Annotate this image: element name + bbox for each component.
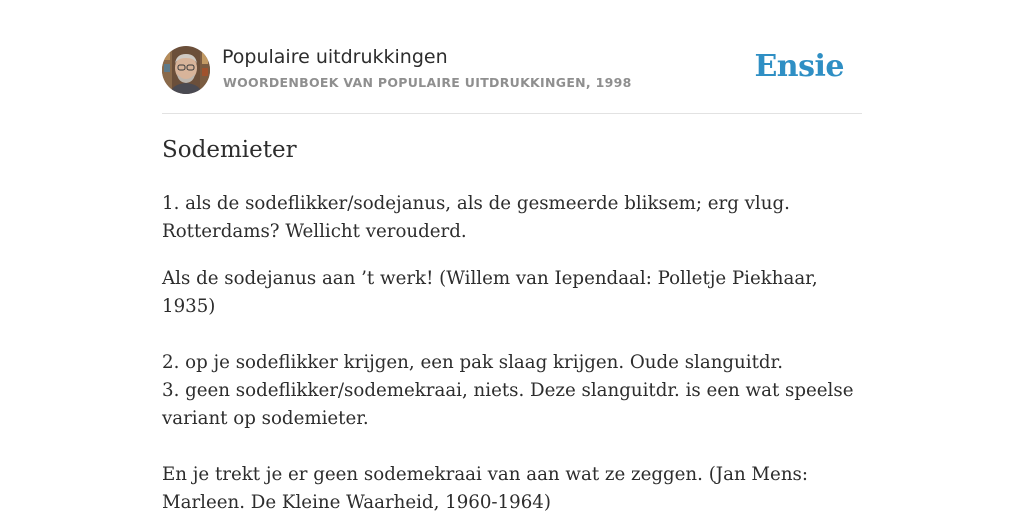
entry-body: [162, 190, 862, 517]
entry-headword: Sodemieter: [162, 137, 297, 163]
author-avatar: [162, 46, 210, 94]
ensie-logo[interactable]: Ensie: [754, 49, 844, 84]
entry-paragraph: Als de sodejanus aan ’t werk! (Willem van Iependaal: Polletje Piekhaar, 1935) 2. op je sodeflikker krijgen, een pak slaag krijgen. Oude slanguitdr. 3. geen sodeflikker/sodemekraai, niets. Deze slanguitdr. is een wat speelse variant op sodemieter. En je trekt je er geen sodemekraai van aan wat ze zeggen. (Jan Mens: Marleen. De Kleine Waarheid, 1960-1964): [162, 268, 854, 513]
entry-paragraph: 1. als de sodeflikker/sodejanus, als de gesmeerde bliksem; erg vlug. Rotterdams? Wellicht verouderd.: [162, 193, 790, 242]
source-subtitle: WOORDENBOEK VAN POPULAIRE UITDRUKKINGEN, 1998: [223, 75, 632, 90]
source-title[interactable]: Populaire uitdrukkingen: [222, 46, 448, 68]
author-portrait-icon: [162, 46, 210, 94]
entry-header: [162, 0, 862, 114]
entry-card: [162, 0, 862, 513]
